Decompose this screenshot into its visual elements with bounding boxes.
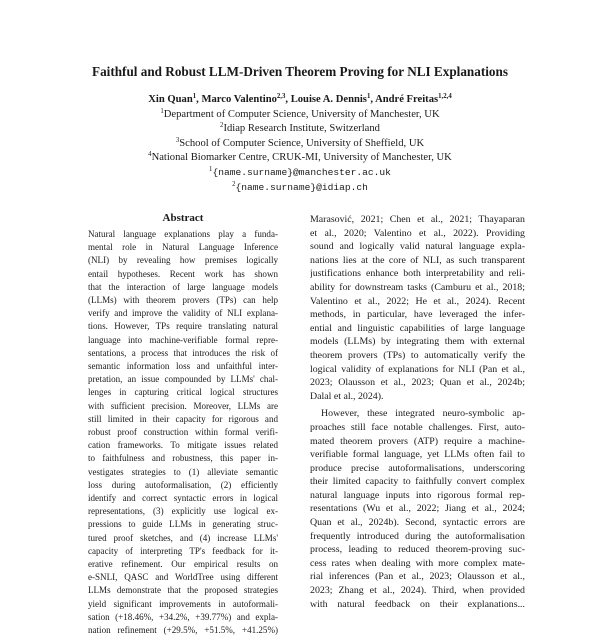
text-line: cation frameworks. To mitigate issues related xyxy=(88,440,278,451)
text-line: methods, in particular, have leveraged the infer- xyxy=(310,309,525,321)
text-line: pretation, an issue compounded by LLMs' chal- xyxy=(88,374,278,385)
text-line: capacity of interpreting TP's feedback for it- xyxy=(88,545,278,556)
paper-title: Faithful and Robust LLM-Driven Theorem Proving for NLI Explanations xyxy=(92,64,508,79)
text-line: nations lies at the core of NLI, as such transparent xyxy=(310,254,525,266)
text-line: verify and improve the validity of NLI explana- xyxy=(88,308,278,319)
affiliation-1: $^1$Department of Computer Science, University of Manchester, UK xyxy=(160,107,440,120)
intro-paragraph-1 xyxy=(310,213,525,403)
text-line: identify and correct syntactic errors in logical xyxy=(88,493,278,504)
text-line: robust proof construction within formal verifi- xyxy=(88,427,278,438)
text-line: mated theorem provers (ATP) require a machine- xyxy=(310,435,525,447)
text-line: loss during autoformalisation, (2) efficiently xyxy=(88,479,278,490)
text-line: 2023; Zhang et al., 2024). Third, when provided xyxy=(310,585,525,597)
text-line: justifications enhance both interpretability and reli- xyxy=(310,268,525,280)
email-2: $^2${name.surname}@idiap.ch xyxy=(232,180,368,193)
text-line: sentations, a process that introduces the risk of xyxy=(88,347,278,358)
text-line: erative refinement. Our empirical results on xyxy=(88,559,278,570)
text-line: that the interaction of large language models xyxy=(88,281,278,292)
text-line: their limited capacity to faithfully convert complex xyxy=(310,476,525,488)
text-line: rial inferences (Pan et al., 2023; Olausson et al., xyxy=(310,571,525,583)
text-line: theorem provers (TPs) to automatically verify the xyxy=(310,349,525,361)
text-line: vestigates strategies to (1) alleviate semantic xyxy=(88,466,278,477)
intro-paragraph-2 xyxy=(310,407,525,611)
text-line: Quan et al., 2024b). Second, syntactic errors are xyxy=(310,517,525,529)
text-line: resentations (Wu et al., 2022; Jiang et al., 2024; xyxy=(310,503,525,515)
author-list: Xin Quan$^1$, Marco Valentino$^{2,3}$, Louise A. Dennis$^1$, André Freitas$^{1,2,4}$ xyxy=(148,93,452,105)
text-line: to faithfulness and robustness, this paper in- xyxy=(88,453,278,464)
text-line: ability for downstream tasks (Camburu et al., 2018; xyxy=(310,281,525,293)
intro-column xyxy=(310,213,525,611)
text-line: verifiable formal language, yet LLMs often fail to xyxy=(310,449,525,461)
text-line: (NLI) by revealing how premises logically xyxy=(88,255,278,266)
text-line: mental role in Natural Language Inference xyxy=(88,242,278,253)
text-line: sound and logically valid natural language expla- xyxy=(310,241,525,253)
text-line: lenges in capturing critical logical structures xyxy=(88,387,278,398)
text-line: process, leading to reduced theorem-proving suc- xyxy=(310,544,525,556)
text-line: (LLMs) with theorem provers (TPs) can help xyxy=(88,295,278,306)
text-line: nation refinement (+29.5%, +51.5%, +41.25%) xyxy=(88,625,278,636)
author-4: André Freitas$^{1,2,4}$ xyxy=(375,93,452,105)
author-1: Xin Quan$^1$ xyxy=(148,93,197,105)
affiliation-3: $^3$School of Computer Science, University of Sheffield, UK xyxy=(175,136,425,149)
text-line: sation (+18.46%, +34.2%, +39.77%) and expla- xyxy=(88,611,278,622)
text-line: logical validity of explanations for NLI (Pan et al., xyxy=(310,363,525,375)
abstract-heading: Abstract xyxy=(162,212,204,224)
email-1: $^1${name.surname}@manchester.ac.uk xyxy=(209,165,391,178)
text-line: e-SNLI, QASC and WorldTree using different xyxy=(88,572,278,583)
text-line: models (LLMs) by integrating them with external xyxy=(310,336,525,348)
text-line: Natural language explanations play a funda- xyxy=(88,229,278,239)
text-line: frequently introduced during the autoformalisation xyxy=(310,530,525,542)
author-block xyxy=(0,93,600,195)
text-line: language into machine-verifiable formal repre- xyxy=(88,334,278,345)
text-line: proaches still face notable challenges. First, auto- xyxy=(310,421,525,433)
text-line: tions. However, TPs require translating natural xyxy=(88,321,278,332)
affiliation-4: $^4$National Biomarker Centre, CRUK-MI, University of Manchester, UK xyxy=(148,151,452,164)
text-line: LLMs demonstrate that the proposed strategies xyxy=(88,585,278,596)
text-line: et al., 2020; Valentino et al., 2022). Providing xyxy=(310,227,525,239)
text-line: However, these integrated neuro-symbolic ap- xyxy=(321,408,525,420)
author-2: Marco Valentino$^{2,3}$ xyxy=(201,93,286,105)
text-line: Dalal et al., 2024). xyxy=(310,390,384,402)
text-line: entail hypotheses. Recent work has shown xyxy=(88,268,278,279)
text-line: tured proof sketches, and (4) increase LLMs' xyxy=(88,532,278,543)
text-line: still limited in their capacity for rigorous and xyxy=(88,413,278,424)
text-line: produce precise autoformalisations, underscoring xyxy=(310,462,525,474)
text-line: ential and linguistic capabilities of large language xyxy=(310,322,525,334)
affiliation-2: $^2$Idiap Research Institute, Switzerland xyxy=(220,122,380,135)
abstract-body xyxy=(88,228,278,637)
text-line: pressions to guide LLMs in generating struc- xyxy=(88,519,278,530)
text-line: representations, (3) explicitly use logical ex- xyxy=(88,506,278,517)
text-line: Marasović, 2021; Chen et al., 2021; Thayaparan xyxy=(310,214,525,225)
text-line: semantic information loss and unfaithful inter- xyxy=(88,361,278,372)
text-line: with natural feedback on their explanations... xyxy=(310,598,525,610)
text-line: cess rates when dealing with more complex mate- xyxy=(310,557,525,569)
text-line: Valentino et al., 2022; He et al., 2024). Recent xyxy=(310,295,525,307)
text-line: natural language inputs into rigorous formal rep- xyxy=(310,489,525,501)
author-3: Louise A. Dennis$^1$ xyxy=(290,93,371,105)
text-line: with sufficient precision. Moreover, LLMs are xyxy=(88,400,278,411)
text-line: 2023; Olausson et al., 2023; Quan et al., 2024b; xyxy=(310,377,525,389)
text-line: yield significant improvements in autoformali- xyxy=(88,598,278,609)
